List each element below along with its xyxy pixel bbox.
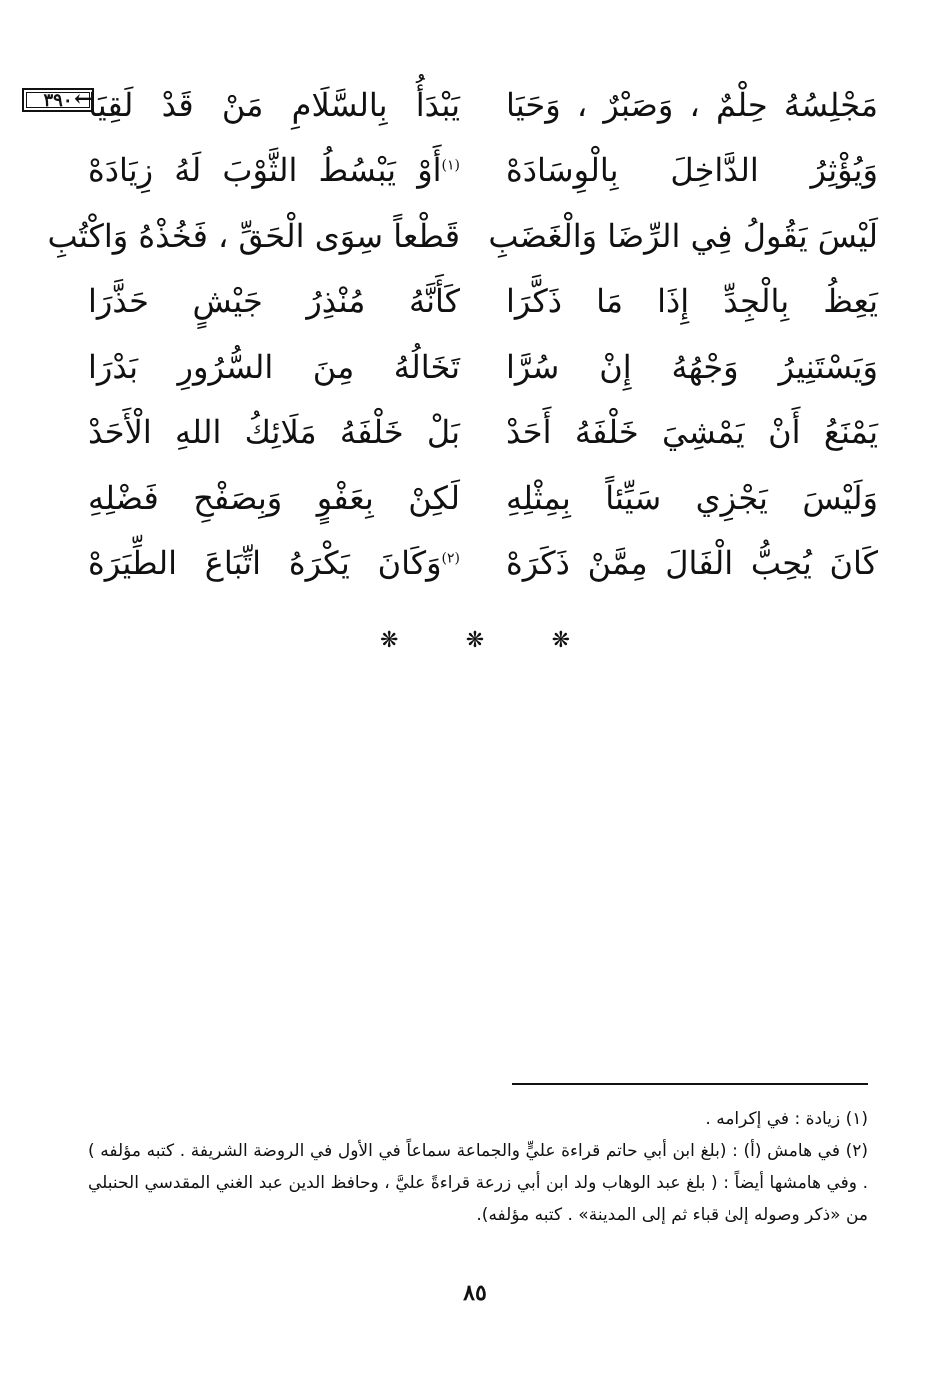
left-hemistich: يَبْدَأُ بِالسَّلَامِ مَنْ قَدْ لَقِيَا <box>88 85 460 124</box>
right-hemistich: وَلَيْسَ يَجْزِي سَيِّئاً بِمِثْلِهِ <box>506 478 878 517</box>
verse-number-box: ٣٩٠ <box>22 88 94 112</box>
footnote: (١) زيادة : في إكرامه . <box>705 1109 868 1129</box>
right-hemistich: وَيَسْتَنِيرُ وَجْهُهُ إِنْ سُرَّا <box>506 347 878 386</box>
footnote: (٢) في هامش (أ) : (بلغ ابن أبي حاتم قراءة عليٍّ والجماعة سماعاً في الأول في الروضة الشريفة . كتبه مؤلفه ) . وفي هامشها أيضاً : ( بلغ عبد الوهاب ولد ابن أبي زرعة قراءةً عليَّ ، وحافظ الدين عبد الغني المقدسي الحنبلي من «ذكر وصوله إلىٰ قباء ثم إلى المدينة» . كتبه مؤلفه). <box>88 1141 868 1225</box>
footnote-divider <box>512 1083 868 1085</box>
arrow-left-icon: ← <box>74 86 93 112</box>
left-hemistich: لَكِنْ بِعَفْوٍ وَبِصَفْحِ فَضْلِهِ <box>88 478 460 517</box>
left-hemistich <box>88 544 460 583</box>
left-hemistich-text: وَكَانَ يَكْرَهُ اتِّبَاعَ الطِّيَرَهْ <box>88 544 442 583</box>
footnotes <box>88 1103 868 1231</box>
verse-line <box>88 465 878 531</box>
right-hemistich: يَمْنَعُ أَنْ يَمْشِيَ خَلْفَهُ أَحَدْ <box>506 413 878 452</box>
right-hemistich: لَيْسَ يَقُولُ فِي الرِّضَا وَالْغَضَبِ <box>488 216 878 255</box>
verse-line <box>88 269 878 335</box>
right-hemistich: وَيُؤْثِرُ الدَّاخِلَ بِالْوِسَادَهْ <box>506 151 878 190</box>
footnote-marker: (٢) <box>441 550 460 567</box>
right-hemistich: مَجْلِسُهُ حِلْمٌ ، وَصَبْرٌ ، وَحَيَا <box>506 85 878 124</box>
left-hemistich <box>88 151 460 190</box>
left-hemistich: تَخَالُهُ مِنَ السُّرُورِ بَدْرَا <box>88 347 460 386</box>
left-hemistich-text: أَوْ يَبْسُطُ الثَّوْبَ لَهُ زِيَادَهْ <box>88 151 442 190</box>
left-hemistich: قَطْعاً سِوَى الْحَقِّ ، فَخُذْهُ وَاكْتُبِ <box>47 216 460 255</box>
page-number: ٨٥ <box>463 1280 487 1306</box>
right-hemistich: كَانَ يُحِبُّ الْفَالَ مِمَّنْ ذَكَرَهْ <box>506 544 878 583</box>
star-ornament-icon: ❋ <box>465 628 485 653</box>
verse-line <box>88 72 878 138</box>
verse-line <box>88 138 878 204</box>
verse-line <box>88 531 878 597</box>
section-separator <box>380 628 570 653</box>
verse-line <box>47 203 878 269</box>
star-ornament-icon: ❋ <box>551 628 570 653</box>
right-hemistich: يَعِظُ بِالْجِدِّ إِذَا مَا ذَكَّرَا <box>506 282 878 321</box>
left-hemistich: بَلْ خَلْفَهُ مَلَائِكُ اللهِ الْأَحَدْ <box>88 413 460 452</box>
footnote-marker: (١) <box>441 157 460 174</box>
verse-line <box>88 400 878 466</box>
star-ornament-icon: ❋ <box>380 628 399 653</box>
verse-line <box>88 334 878 400</box>
left-hemistich: كَأَنَّهُ مُنْذِرُ جَيْشٍ حَذَّرَا <box>88 282 460 321</box>
